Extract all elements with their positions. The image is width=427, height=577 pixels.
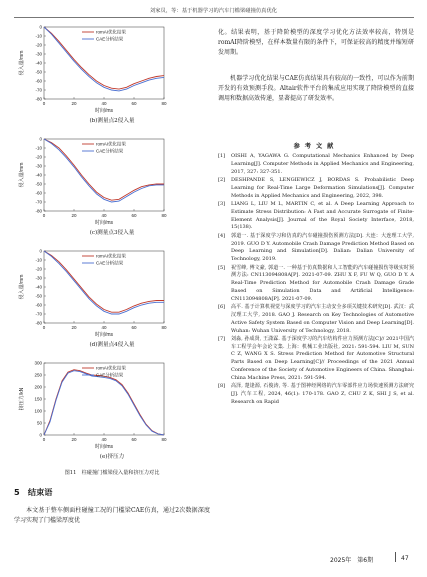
body-paragraph: 机器学习优化结果与CAE仿真结果具有较高的一致性，可以作为前期开发的有效预测手段。Altair软件平台的集成应用实现了降阶模型的直接调用和数据高效传递，显著提高了研发效率。	[218, 75, 414, 102]
y-tick-label: -10	[35, 33, 42, 39]
x-axis-label: 时间/ms	[94, 220, 114, 226]
x-tick-label: 20	[71, 437, 77, 442]
reference-text: 祝雪峰, 傅文豪, 郭道一. 一种基于仿真数据和人工智能的汽车碰撞损伤等级实时预测方法: CN113094808A[P]. 2021-07-09. ZHU X F, FU W Q, GUO D Y. A Real-Time Prediction Method for Automobile Crash Damage Grade Based on Simulation Data and Artificial Intelligence: CN113094808A[P]. 2021-07-09.	[231, 264, 414, 302]
y-axis-label: 侵入量/mm	[19, 274, 25, 300]
y-tick-label: 250	[34, 372, 42, 378]
y-tick-label: -80	[35, 96, 42, 102]
y-tick-label: -80	[35, 320, 42, 326]
y-tick-label: -30	[35, 275, 42, 281]
legend-label: romAI优化结果	[96, 141, 127, 147]
reference-number: [4]	[218, 232, 226, 239]
caption-c: (c)测量点3侵入量	[89, 230, 135, 236]
header-rule	[14, 17, 414, 18]
legend-label: romAI优化结果	[96, 365, 127, 371]
chart-d	[14, 245, 210, 339]
y-tick-label: 100	[34, 408, 42, 414]
y-tick-label: -40	[35, 60, 42, 66]
y-tick-label: 0	[39, 248, 42, 254]
reference-text: OISHI A, YAGAWA G. Computational Mechanics Enhanced by Deep Learning[J]. Computer Methods in Applied Mechanics and Engineering, 2017, 327: 327-351.	[231, 153, 414, 175]
y-tick-label: -20	[35, 266, 42, 272]
page-number: 47	[401, 555, 409, 562]
y-tick-label: -10	[35, 257, 42, 263]
x-tick-label: 0	[42, 101, 46, 106]
reference-text: DESHPANDE S, LENGIEWICZ J, BORDAS S. Probabilistic Deep Learning for Real-Time Large Deformation Simulations[J]. Computer Methods in Applied Mechanics and Engineering, 2022, 398.	[231, 176, 414, 199]
y-tick-label: 150	[34, 396, 42, 402]
y-tick-label: 50	[36, 420, 42, 426]
y-tick-label: -50	[35, 293, 42, 299]
x-tick-label: 60	[131, 213, 137, 218]
x-tick-label: 40	[101, 325, 107, 330]
y-tick-label: -80	[35, 208, 42, 214]
y-axis-label: 侵入量/mm	[19, 50, 25, 76]
y-tick-label: 0	[39, 136, 42, 142]
x-tick-label: 0	[42, 325, 46, 330]
chart-e	[14, 357, 210, 451]
reference-item	[218, 233, 414, 264]
reference-number: [3]	[218, 200, 226, 207]
reference-text: LIANG L, LIU M L, MARTIN C, et al. A Deep Learning Approach to Estimate Stress Distribution: A Fast and Accurate Surrogate of Finite-Element Analysis[J]. Journal of the Royal Society Interface, 2018, 15(138).	[231, 200, 414, 231]
x-tick-label: 40	[101, 101, 107, 106]
y-tick-label: -70	[35, 311, 42, 317]
reference-text: 高泽, 楚逢源, 石俊涛, 等. 基于图神经网络的汽车零部件应力场快速预测方法研究[J]. 汽车工程, 2024, 46(1): 170-178. GAO Z, CHU Z K, SHI J S, et al. Research on Rapid	[231, 383, 414, 405]
reference-text: 刘淼, 孙成贤, 王潇霖. 基于深度学习的汽车结构件应力预测方法[C]// 2021中国汽车工程学会年会论文集. 上海：机械工业出版社, 2021: 591-594. LIU M, SUN C Z, WANG X S. Stress Prediction Method for Automotive Structural Parts Based on Deep Learning[C]// Proceedings of the 2021 Annual Conference of the Society of Automotive Engineers of China. Shanghai: China Machine Press, 2021: 591-594.	[231, 335, 414, 381]
y-tick-label: -40	[35, 284, 42, 290]
reference-number: [5]	[218, 264, 226, 271]
x-tick-label: 0	[42, 213, 46, 218]
reference-item	[218, 177, 414, 200]
reference-number: [8]	[218, 383, 226, 390]
reference-text: 高平. 基于计算机视觉与深度学习的汽车主动安全多项关键技术研究[D]. 武汉：武汉理工大学, 2018. GAO J. Research on Key Technologies of Automotive Active Safety System Based on Computer Vision and Deep Learning[D]. Wuhan: Wuhan University of Technology, 2018.	[231, 304, 414, 334]
y-tick-label: -30	[35, 51, 42, 57]
reference-number: [1]	[218, 153, 226, 159]
reference-item	[218, 153, 414, 176]
footer-divider	[395, 552, 396, 562]
caption-b: (b)测量点2侵入量	[89, 118, 135, 124]
x-tick-label: 80	[161, 325, 167, 330]
x-tick-label: 80	[161, 437, 167, 442]
body-paragraph: 本文基于整车侧面柱碰撞工况的门槛梁CAE仿真，通过2次数据深度学习实现了门槛梁厚度优	[14, 507, 210, 524]
legend-label: CAE分析结果	[96, 148, 124, 154]
y-tick-label: -20	[35, 154, 42, 160]
body-paragraph: 化。结果表明，基于降阶模型的深度学习优化方法效率较高，特别是romAI降阶模型，在样本数量有限的条件下，可保证较高的精度并缩短研发周期。	[218, 29, 414, 56]
legend-label: CAE分析结果	[96, 36, 124, 42]
legend-label: romAI优化结果	[96, 29, 127, 35]
left-column	[14, 21, 210, 566]
x-tick-label: 60	[131, 325, 137, 330]
y-tick-label: -70	[35, 87, 42, 93]
x-axis-label: 时间/ms	[94, 332, 114, 338]
x-tick-label: 20	[71, 101, 77, 106]
y-tick-label: -50	[35, 69, 42, 75]
y-tick-label: -60	[35, 302, 42, 308]
legend-label: CAE分析结果	[96, 372, 124, 378]
y-tick-label: -30	[35, 163, 42, 169]
y-tick-label: -10	[35, 145, 42, 151]
y-tick-label: -70	[35, 199, 42, 205]
reference-item	[218, 201, 414, 232]
x-tick-label: 20	[71, 325, 77, 330]
figure-caption: 图11 柱碰撞门槛梁侵入量和挤压力对比	[64, 470, 160, 476]
y-tick-label: 300	[34, 360, 42, 366]
y-tick-label: -50	[35, 181, 42, 187]
reference-item	[218, 304, 414, 335]
x-tick-label: 0	[42, 437, 46, 442]
reference-item	[218, 265, 414, 304]
section-heading: 5 结束语	[14, 487, 53, 497]
chart-b	[14, 21, 210, 115]
chart-c	[14, 133, 210, 227]
x-axis-label: 时间/ms	[94, 108, 114, 114]
reference-text: 郭道一. 基于深度学习和仿真的汽车碰撞损伤预测方法[D]. 大连：大连理工大学, 2019. GUO D Y. Automobile Crash Damage Prediction Method Based on Deep Learning and Simulation[D]. Dalian: Dalian University of Technology, 2019.	[231, 232, 414, 263]
y-tick-label: -40	[35, 172, 42, 178]
caption-e: (e)挤压力	[99, 454, 125, 460]
reference-number: [6]	[218, 304, 226, 311]
reference-number: [2]	[218, 176, 226, 183]
right-column	[218, 21, 414, 566]
references-list	[218, 153, 414, 407]
x-tick-label: 40	[101, 213, 107, 218]
y-tick-label: -60	[35, 190, 42, 196]
x-tick-label: 60	[131, 101, 137, 106]
y-tick-label: 0	[39, 432, 42, 438]
x-tick-label: 80	[161, 101, 167, 106]
legend-label: CAE分析结果	[96, 260, 124, 266]
running-header: 刘家员，等：基于机器学习的汽车门槛梁碰撞仿真优化	[149, 8, 278, 14]
y-tick-label: 200	[34, 384, 42, 390]
x-axis-label: 时间/ms	[94, 444, 114, 450]
reference-number: [7]	[218, 335, 226, 342]
x-tick-label: 80	[161, 213, 167, 218]
y-axis-label: 挤压力/kN	[19, 387, 25, 411]
reference-item	[218, 336, 414, 383]
x-tick-label: 20	[71, 213, 77, 218]
reference-item	[218, 383, 414, 406]
legend-label: romAI优化结果	[96, 253, 127, 259]
x-tick-label: 60	[131, 437, 137, 442]
y-tick-label: -60	[35, 78, 42, 84]
references-heading: 参考文献	[293, 143, 339, 150]
y-tick-label: -20	[35, 42, 42, 48]
y-tick-label: 0	[39, 24, 42, 30]
caption-d: (d)测量点4侵入量	[89, 342, 135, 348]
footer-issue: 2025年 第6期	[330, 557, 374, 564]
y-axis-label: 侵入量/mm	[19, 162, 25, 188]
x-tick-label: 40	[101, 437, 107, 442]
